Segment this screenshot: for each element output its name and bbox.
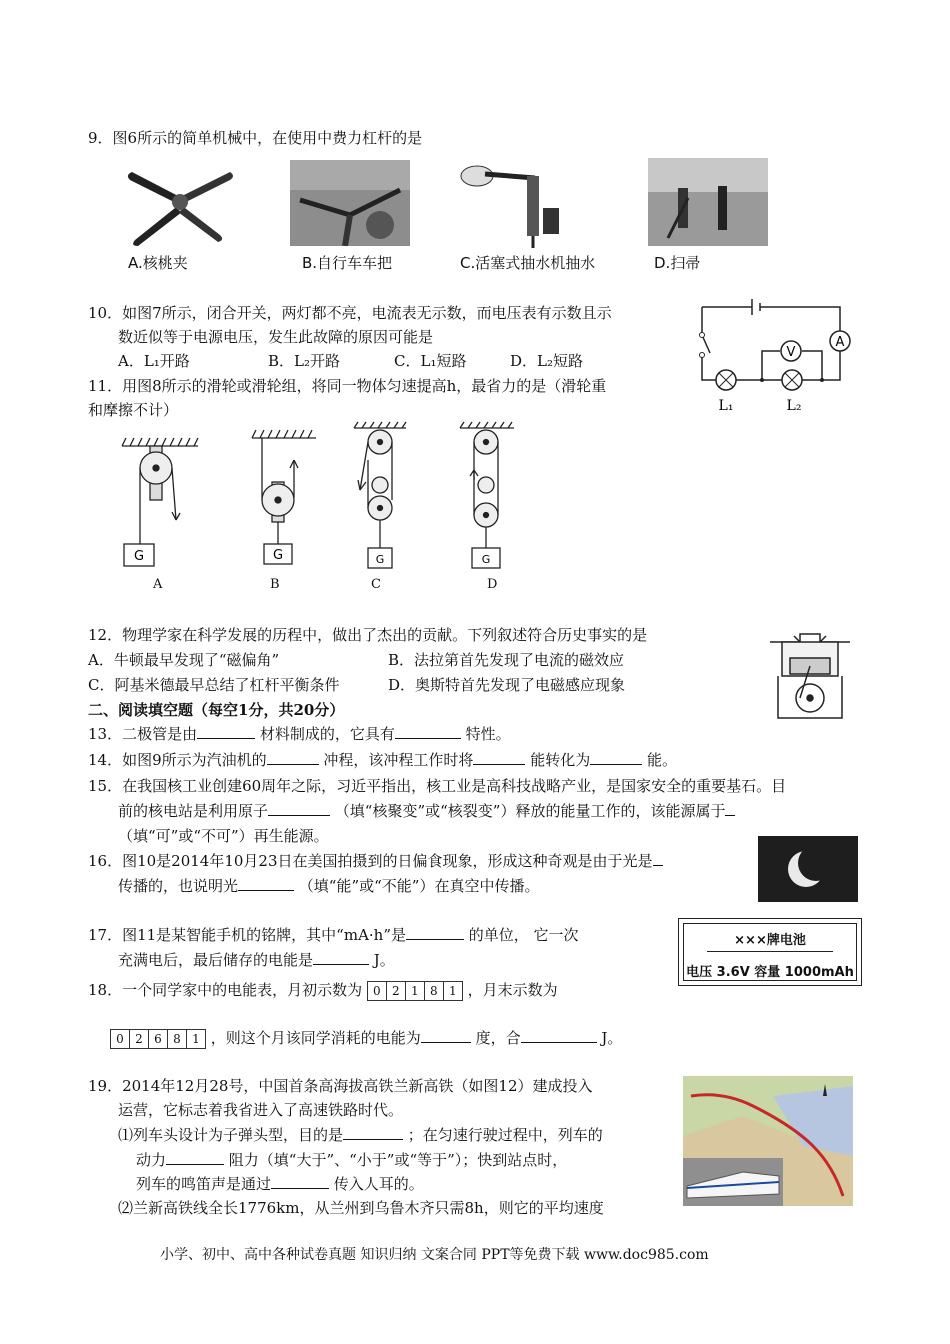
meter-start [367,981,463,1001]
q17-text-d: J。 [373,951,395,969]
meter-end-digit: 6 [149,1030,168,1048]
q14 [88,750,677,770]
q15-blank-2[interactable] [725,801,735,816]
lamp1-label: L₁ [718,398,734,414]
q16-text-a: 16．图10是2014年10月23日在美国拍摄到的日偏食现象，形成这种奇观是由于光是 [88,852,653,870]
q13 [88,724,511,744]
q19-text-p1a: ⑴列车头设计为子弹头型，目的是 [118,1126,344,1144]
plate-title: ×××牌电池 [734,933,806,948]
circuit-diagram [690,295,860,420]
q10-option-c: C．L₁短路 [394,352,467,370]
q10-line1: 10．如图7所示，闭合开关，两灯都不亮，电流表无示数，而电压表有示数且示 [88,304,612,322]
q19-p2: ⑵兰新高铁线全长1776km，从兰州到乌鲁木齐只需8h，则它的平均速度 [118,1199,604,1217]
q18-text-b: ，月末示数为 [467,981,558,999]
q18-line2 [110,1028,622,1049]
meter-end-digit: 0 [111,1030,130,1048]
q15-line3: （填“可”或“不可”）再生能源。 [118,827,329,845]
q10-option-d: D．L₂短路 [510,352,584,370]
q18-text-e: J。 [601,1029,623,1047]
q10-option-a: A．L₁开路 [118,352,190,370]
q13-blank-2[interactable] [395,724,461,739]
q18-text-c: ，则这个月该同学消耗的电能为 [210,1029,421,1047]
q18-blank-1[interactable] [421,1028,471,1043]
q14-blank-1[interactable] [267,750,319,765]
pulley-label-b: B [270,577,280,592]
weight-c: G [375,553,385,566]
q15-blank-1[interactable] [268,801,330,816]
q12-option-c: C．阿基米德最早总结了杠杆平衡条件 [88,676,340,694]
q15-text-a: 前的核电站是利用原子 [118,802,269,820]
q16-blank-2[interactable] [238,876,294,891]
q16-text-c: （填“能”或“不能”）在真空中传播。 [298,877,540,895]
q17-text-b: 的单位， 它一次 [468,926,579,944]
q19-line2: 运营，它标志着我省进入了高速铁路时代。 [118,1101,404,1119]
eclipse-image [758,836,858,902]
q12-option-b: B．法拉第首先发现了电流的磁效应 [388,651,625,669]
q12-stem: 12．物理学家在科学发展的历程中，做出了杰出的贡献。下列叙述符合历史事实的是 [88,626,648,644]
ammeter-label: A [835,335,845,350]
q18-text-a: 18．一个同学家中的电能表，月初示数为 [88,981,363,999]
q13-text-a: 13．二极管是由 [88,725,198,743]
railway-map-image [683,1076,853,1206]
q14-text-c: 能转化为 [530,751,591,769]
q12-option-a: A．牛顿最早发现了“磁偏角” [88,651,280,669]
q9-option-a: A.核桃夹 [128,254,188,272]
weight-a: G [133,549,145,564]
meter-end-digit: 1 [192,1032,200,1046]
q17-text-a: 17．图11是某智能手机的铭牌，其中“mA·h”是 [88,926,406,944]
q9-option-c: C.活塞式抽水机抽水 [460,254,596,272]
q14-text-b: 冲程，该冲程工作时将 [323,751,474,769]
q17-blank-2[interactable] [313,950,369,965]
q10-line2: 数近似等于电源电压，发生此故障的原因可能是 [118,328,434,346]
q17-blank-1[interactable] [406,925,464,940]
meter-start-digit: 1 [406,982,425,1000]
q15-text-b: （填“核聚变”或“核裂变”）释放的能量工作的，该能源属于 [334,802,726,820]
q19-text-p1d: 阻力（填“大于”、“小于”或“等于”）；快到站点时， [228,1151,568,1169]
q16-blank-1[interactable] [653,851,663,866]
pulley-label-c: C [371,577,381,592]
q18-line1 [88,980,558,1001]
meter-end-digit: 8 [168,1030,187,1048]
q13-blank-1[interactable] [197,724,255,739]
q9-stem: 9．图6所示的简单机械中，在使用中费力杠杆的是 [88,129,423,147]
q14-text-d: 能。 [647,751,678,769]
meter-end-digit: 2 [130,1030,149,1048]
q17-line1 [88,925,579,945]
pulley-label-a: A [153,577,163,592]
q14-blank-3[interactable] [590,750,642,765]
meter-start-digit: 0 [368,982,387,1000]
q9-option-d: D.扫帚 [654,254,701,272]
q9-option-b: B.自行车车把 [302,254,393,272]
q19-text-p1e: 列车的鸣笛声是通过 [136,1175,272,1193]
q13-text-c: 特性。 [465,725,511,743]
q19-text-p1b: ；在匀速行驶过程中，列车的 [407,1126,603,1144]
weight-d: G [481,553,491,566]
q19-p1-line1 [118,1125,603,1145]
bicycle-handle-image [290,160,410,246]
q11-line2: 和摩擦不计） [88,401,179,419]
q14-blank-2[interactable] [473,750,525,765]
q19-p1-line3 [136,1174,424,1194]
q18-text-d: 度，合 [475,1029,521,1047]
weight-b: G [272,548,284,563]
pulley-diagrams [110,420,530,580]
pulley-label-d: D [487,577,498,592]
q10-option-b: B．L₂开路 [268,352,340,370]
q19-text-p1f: 传入人耳的。 [333,1175,424,1193]
meter-start-digit: 1 [449,984,457,998]
broom-image [648,158,768,246]
meter-start-digit: 8 [425,982,444,1000]
q11-line1: 11．用图8所示的滑轮或滑轮组，将同一物体匀速提高h，最省力的是（滑轮重 [88,377,607,395]
q15-line2 [118,801,735,821]
q19-text-p1c: 动力 [136,1151,167,1169]
meter-end [110,1029,206,1049]
q13-text-b: 材料制成的，它具有 [259,725,395,743]
q19-p1-line2 [136,1150,567,1170]
meter-start-digit: 2 [387,982,406,1000]
q15-line1: 15．在我国核工业创建60周年之际，习近平指出，核工业是高科技战略产业，是国家安全的重要基石。目 [88,777,787,795]
q19-line1: 19．2014年12月28号，中国首条高海拔高铁兰新高铁（如图12）建成投入 [88,1077,593,1095]
q17-line2 [118,950,395,970]
q16-line1 [88,851,663,871]
q18-blank-2[interactable] [521,1028,597,1043]
battery-nameplate [678,918,862,986]
q16-text-b: 传播的，也说明光 [118,877,239,895]
q16-line2 [118,876,539,896]
q19-blank-1[interactable] [343,1125,403,1140]
q14-text-a: 14．如图9所示为汽油机的 [88,751,267,769]
lamp2-label: L₂ [786,398,802,414]
q19-blank-3[interactable] [271,1174,329,1189]
pump-image [455,158,565,248]
plate-spec: 电压 3.6V 容量 1000mAh [686,965,854,980]
q19-blank-2[interactable] [166,1150,224,1165]
q12-option-d: D．奥斯特首先发现了电磁感应现象 [388,676,626,694]
engine-diagram [760,628,860,728]
section2-title: 二、阅读填空题（每空1分，共20分） [88,701,345,719]
voltmeter-label: V [786,345,796,360]
footer-text: 小学、初中、高中各种试卷真题 知识归纳 文案合同 PPT等免费下载 www.doc985.com [160,1247,709,1263]
q17-text-c: 充满电后，最后储存的电能是 [118,951,314,969]
nutcracker-image [120,160,240,250]
